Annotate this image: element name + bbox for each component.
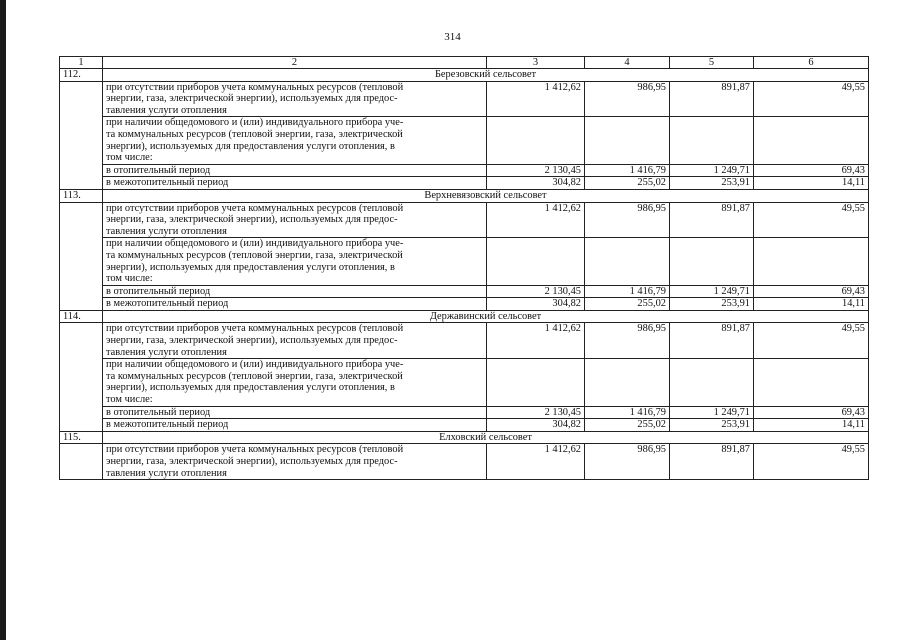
description-line: при наличии общедомового и (или) индивидуального прибора уче- <box>106 238 404 250</box>
description-line: в отопительный период <box>106 285 211 297</box>
value-col-4: 1 416,79 <box>585 406 670 419</box>
description-line: в отопительный период <box>106 406 211 418</box>
value-col-4: 986,95 <box>585 202 670 238</box>
page-number: 314 <box>444 31 461 43</box>
description-line: том числе: <box>106 394 153 406</box>
value-col-5 <box>670 238 754 285</box>
value-col-6 <box>754 238 869 285</box>
value-col-4 <box>585 238 670 285</box>
value-col-6: 69,43 <box>754 164 869 177</box>
section-number: 114. <box>60 310 103 323</box>
description-line: тавления услуги отопления <box>106 104 227 116</box>
description-line: тавления услуги отопления <box>106 225 227 237</box>
table-row <box>60 202 869 238</box>
description-line: энергии, газа, электрической энергии), используемых для предос- <box>106 456 398 467</box>
value-col-3: 1 412,62 <box>487 323 585 359</box>
value-col-4: 986,95 <box>585 81 670 117</box>
value-col-5: 253,91 <box>670 419 754 432</box>
row-description <box>103 164 487 177</box>
value-col-3: 304,82 <box>487 298 585 311</box>
value-col-5 <box>670 359 754 406</box>
header-cell-1: 1 <box>60 57 103 69</box>
table-row <box>60 117 869 164</box>
table-body <box>60 57 869 480</box>
table-row <box>60 285 869 298</box>
description-line: та коммунальных ресурсов (тепловой энергии, газа, электрической <box>106 249 403 261</box>
section-header-row <box>60 189 869 202</box>
section-number: 112. <box>60 69 103 82</box>
table-row <box>60 81 869 117</box>
value-col-4: 255,02 <box>585 298 670 311</box>
section-header-row <box>60 310 869 323</box>
value-col-6 <box>754 359 869 406</box>
table-row <box>60 444 869 480</box>
value-col-3 <box>487 238 585 285</box>
value-col-3: 304,82 <box>487 419 585 432</box>
description-line: энергии), используемых для предоставления услуги отопления, в <box>106 382 395 394</box>
table-row <box>60 323 869 359</box>
row-description <box>103 117 487 164</box>
row-number-blank <box>60 202 103 310</box>
description-line: энергии, газа, электрической энергии), используемых для предос- <box>106 335 398 347</box>
description-line: в отопительный период <box>106 164 211 176</box>
table-row <box>60 406 869 419</box>
value-col-4: 986,95 <box>585 323 670 359</box>
description-line: в межотопительный период <box>106 298 229 310</box>
value-col-4: 1 416,79 <box>585 164 670 177</box>
value-col-4: 255,02 <box>585 419 670 432</box>
value-col-5: 891,87 <box>670 444 754 480</box>
description-line: том числе: <box>106 273 153 285</box>
value-col-6: 14,11 <box>754 298 869 311</box>
value-col-4 <box>585 359 670 406</box>
village-name: Державинский сельсовет <box>103 310 869 323</box>
section-header-row <box>60 69 869 82</box>
row-description <box>103 238 487 285</box>
row-description <box>103 444 487 480</box>
value-col-5: 891,87 <box>670 202 754 238</box>
row-number-blank <box>60 81 103 189</box>
table-row <box>60 238 869 285</box>
value-col-3: 2 130,45 <box>487 406 585 419</box>
row-description <box>103 298 487 311</box>
value-col-3 <box>487 359 585 406</box>
value-col-5: 253,91 <box>670 177 754 190</box>
value-col-6: 49,55 <box>754 444 869 480</box>
description-line: энергии, газа, электрической энергии), используемых для предос- <box>106 93 398 105</box>
value-col-5: 1 249,71 <box>670 164 754 177</box>
description-line: энергии), используемых для предоставления услуги отопления, в <box>106 261 395 273</box>
section-number: 113. <box>60 189 103 202</box>
row-description <box>103 406 487 419</box>
header-cell-2: 2 <box>103 57 487 69</box>
value-col-3 <box>487 117 585 164</box>
row-description <box>103 202 487 238</box>
value-col-3: 2 130,45 <box>487 285 585 298</box>
value-col-6: 69,43 <box>754 406 869 419</box>
value-col-6: 49,55 <box>754 202 869 238</box>
table-row <box>60 177 869 190</box>
village-name: Верхневязовский сельсовет <box>103 189 869 202</box>
table-row <box>60 419 869 432</box>
description-line: в межотопительный период <box>106 177 229 189</box>
header-cell-3: 3 <box>487 57 585 69</box>
value-col-3: 1 412,62 <box>487 444 585 480</box>
header-cell-4: 4 <box>585 57 670 69</box>
description-line: энергии, газа, электрической энергии), используемых для предос- <box>106 214 398 226</box>
row-number-blank <box>60 323 103 431</box>
value-col-6 <box>754 117 869 164</box>
value-col-5: 1 249,71 <box>670 406 754 419</box>
value-col-5: 1 249,71 <box>670 285 754 298</box>
value-col-6: 14,11 <box>754 177 869 190</box>
description-line: тавления услуги отопления <box>106 467 227 479</box>
value-col-3: 1 412,62 <box>487 81 585 117</box>
table-row <box>60 164 869 177</box>
value-col-6: 49,55 <box>754 323 869 359</box>
description-line: при отсутствии приборов учета коммунальных ресурсов (тепловой <box>106 323 404 335</box>
scan-edge-bar <box>0 0 6 640</box>
value-col-4: 1 416,79 <box>585 285 670 298</box>
row-number-blank <box>60 444 103 480</box>
row-description <box>103 419 487 432</box>
header-row <box>60 57 869 69</box>
description-line: при отсутствии приборов учета коммунальных ресурсов (тепловой <box>106 444 404 456</box>
value-col-4 <box>585 117 670 164</box>
value-col-3: 1 412,62 <box>487 202 585 238</box>
section-number: 115. <box>60 431 103 444</box>
description-line: при отсутствии приборов учета коммунальных ресурсов (тепловой <box>106 81 404 93</box>
header-cell-5: 5 <box>670 57 754 69</box>
value-col-5: 891,87 <box>670 323 754 359</box>
header-cell-6: 6 <box>754 57 869 69</box>
row-description <box>103 177 487 190</box>
description-line: та коммунальных ресурсов (тепловой энергии, газа, электрической <box>106 370 403 382</box>
description-line: энергии), используемых для предоставления услуги отопления, в <box>106 140 395 152</box>
value-col-4: 255,02 <box>585 177 670 190</box>
value-col-6: 14,11 <box>754 419 869 432</box>
section-header-row <box>60 431 869 444</box>
description-line: при наличии общедомового и (или) индивидуального прибора уче- <box>106 117 404 129</box>
village-name: Елховский сельсовет <box>103 431 869 444</box>
table-row <box>60 298 869 311</box>
village-name: Березовский сельсовет <box>103 69 869 82</box>
row-description <box>103 359 487 406</box>
description-line: та коммунальных ресурсов (тепловой энергии, газа, электрической <box>106 128 403 140</box>
value-col-6: 69,43 <box>754 285 869 298</box>
description-line: том числе: <box>106 152 153 164</box>
value-col-5: 891,87 <box>670 81 754 117</box>
value-col-5: 253,91 <box>670 298 754 311</box>
value-col-3: 304,82 <box>487 177 585 190</box>
description-line: тавления услуги отопления <box>106 346 227 358</box>
value-col-5 <box>670 117 754 164</box>
row-description <box>103 81 487 117</box>
tariff-table <box>59 56 869 480</box>
description-line: в межотопительный период <box>106 419 229 431</box>
value-col-4: 986,95 <box>585 444 670 480</box>
value-col-3: 2 130,45 <box>487 164 585 177</box>
description-line: при наличии общедомового и (или) индивидуального прибора уче- <box>106 359 404 371</box>
row-description <box>103 285 487 298</box>
value-col-6: 49,55 <box>754 81 869 117</box>
description-line: при отсутствии приборов учета коммунальных ресурсов (тепловой <box>106 202 404 214</box>
row-description <box>103 323 487 359</box>
table-row <box>60 359 869 406</box>
